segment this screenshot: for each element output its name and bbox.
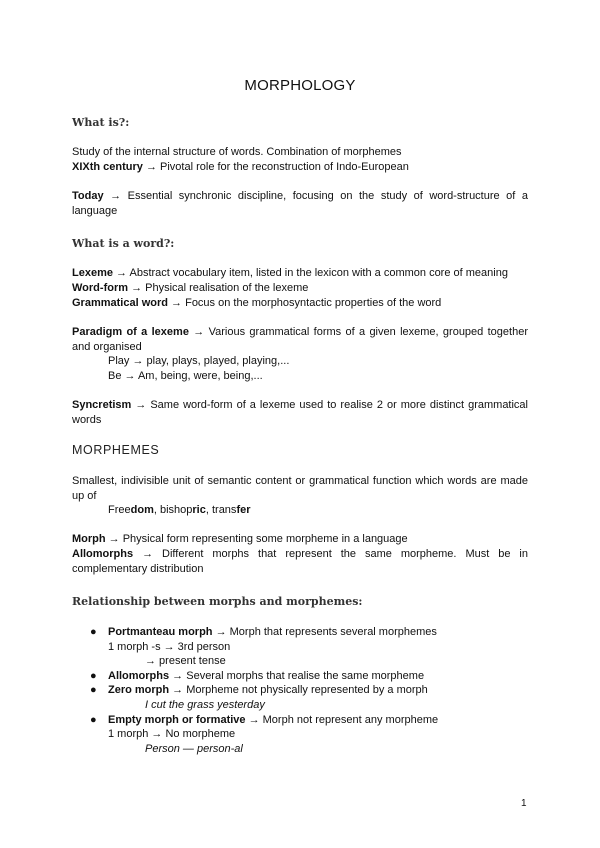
xixth-century-line bbox=[72, 160, 409, 175]
morphemes-definition: Smallest, indivisible unit of semantic content or grammatical function which words are made up of bbox=[72, 475, 528, 502]
def-syncretism: → Same word-form of a lexeme used to realise 2 or more distinct grammatical words bbox=[72, 399, 528, 426]
syncretism-paragraph bbox=[72, 398, 528, 427]
def-empty-morph: → Morph not represent any morpheme bbox=[245, 714, 439, 726]
allomorphs-paragraph bbox=[72, 547, 528, 576]
bullet-icon: ● bbox=[90, 684, 97, 696]
portmanteau-sub1: 1 morph -s → 3rd person bbox=[108, 641, 231, 653]
def-word-form: → Physical realisation of the lexeme bbox=[128, 282, 309, 294]
page-number: 1 bbox=[521, 798, 527, 809]
empty-morph-example bbox=[145, 742, 243, 757]
list-item-empty-morph bbox=[108, 713, 438, 728]
term-empty-morph: Empty morph or formative bbox=[108, 714, 246, 726]
def-morph: → Physical form representing some morpheme in a language bbox=[105, 533, 408, 545]
term-xixth-century: XIXth century bbox=[72, 161, 143, 173]
def-xixth-century: → Pivotal role for the reconstruction of Indo-European bbox=[142, 161, 409, 173]
today-paragraph bbox=[72, 189, 528, 218]
def-allomorphs: → Different morphs that represent the same morpheme. Must be in complementary distribution bbox=[72, 548, 528, 575]
term-today: Today bbox=[72, 190, 104, 202]
def-grammatical-word: → Focus on the morphosyntactic properties of the word bbox=[167, 297, 442, 309]
term-portmanteau: Portmanteau morph bbox=[108, 626, 213, 638]
bullet-icon: ● bbox=[90, 670, 97, 682]
def-allomorphs-2: → Several morphs that realise the same morpheme bbox=[169, 670, 425, 682]
heading-relationship: Relationship between morphs and morphemes: bbox=[72, 595, 363, 608]
bullet-icon: ● bbox=[90, 714, 97, 726]
intro-line: Study of the internal structure of words. Combination of morphemes bbox=[72, 146, 402, 158]
term-allomorphs-2: Allomorphs bbox=[108, 670, 170, 682]
word-form-line bbox=[72, 281, 308, 296]
heading-what-is-word: What is a word?: bbox=[72, 237, 175, 250]
grammatical-word-line bbox=[72, 296, 441, 311]
term-syncretism: Syncretism bbox=[72, 399, 132, 411]
example-part: , bishop bbox=[153, 504, 193, 516]
def-zero-morph: → Morpheme not physically represented by a morph bbox=[169, 684, 428, 696]
example-italic: Person — person-al bbox=[145, 743, 243, 755]
empty-morph-sub: 1 morph → No morpheme bbox=[108, 728, 236, 740]
term-allomorphs: Allomorphs bbox=[72, 548, 134, 560]
morph-line bbox=[72, 532, 408, 547]
example-part: Free bbox=[108, 504, 131, 516]
morpheme-examples bbox=[108, 503, 251, 518]
term-lexeme: Lexeme bbox=[72, 267, 113, 279]
paradigm-paragraph bbox=[72, 325, 528, 354]
lexeme-line bbox=[72, 266, 508, 281]
list-item-zero-morph bbox=[108, 683, 428, 698]
term-morph: Morph bbox=[72, 533, 106, 545]
zero-morph-example bbox=[145, 698, 265, 713]
example-play: Play → play, plays, played, playing,... bbox=[108, 355, 290, 367]
term-zero-morph: Zero morph bbox=[108, 684, 170, 696]
def-today: → Essential synchronic discipline, focusing on the study of word-structure of a language bbox=[72, 190, 528, 217]
term-word-form: Word-form bbox=[72, 282, 129, 294]
example-part: , trans bbox=[205, 504, 237, 516]
example-italic: I cut the grass yesterday bbox=[145, 699, 265, 711]
example-morpheme-bold: dom bbox=[130, 504, 154, 516]
page-title: MORPHOLOGY bbox=[244, 77, 356, 94]
term-grammatical-word: Grammatical word bbox=[72, 297, 168, 309]
heading-morphemes: MORPHEMES bbox=[72, 443, 160, 457]
example-be: Be → Am, being, were, being,... bbox=[108, 370, 263, 382]
bullet-icon: ● bbox=[90, 626, 97, 638]
def-portmanteau: → Morph that represents several morphemes bbox=[212, 626, 437, 638]
list-item-allomorphs bbox=[108, 669, 424, 684]
def-lexeme: → Abstract vocabulary item, listed in the lexicon with a common core of meaning bbox=[112, 267, 508, 279]
example-morpheme-bold: ric bbox=[192, 504, 206, 516]
list-item-portmanteau bbox=[108, 625, 437, 640]
portmanteau-sub2: → present tense bbox=[145, 655, 226, 667]
example-morpheme-bold: fer bbox=[236, 504, 251, 516]
def-paradigm: → Various grammatical forms of a given lexeme, grouped together and organised bbox=[72, 326, 528, 353]
heading-what-is: What is?: bbox=[72, 116, 130, 129]
term-paradigm: Paradigm of a lexeme bbox=[72, 326, 189, 338]
